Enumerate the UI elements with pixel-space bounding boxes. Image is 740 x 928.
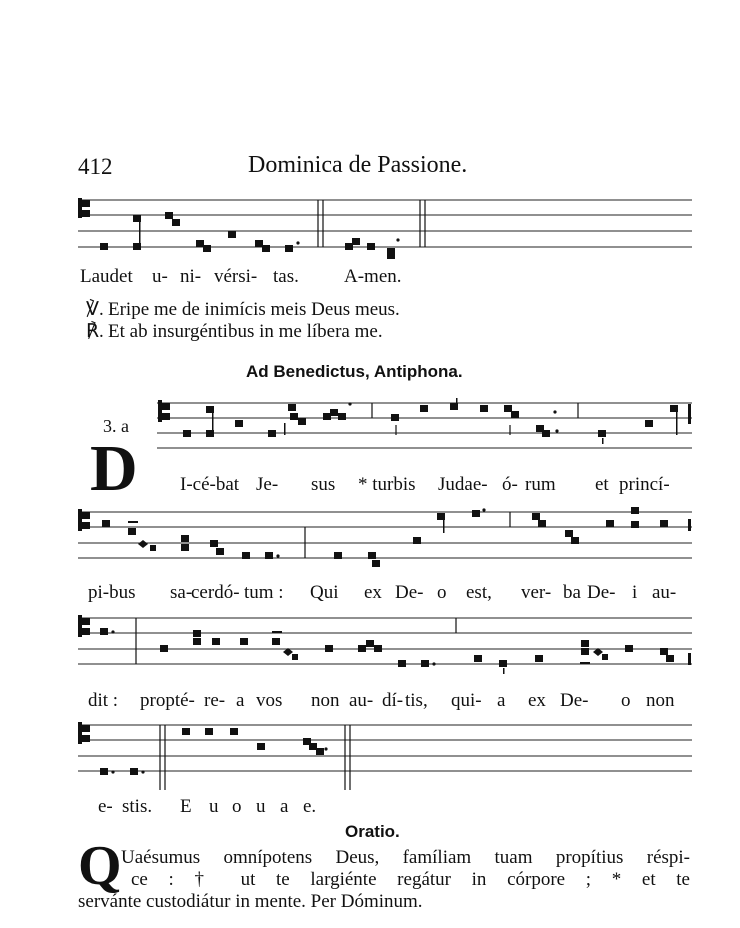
lyric-syllable: o — [621, 690, 631, 711]
antiphon-initial: D — [90, 432, 138, 505]
lyric-syllable: dí- — [382, 690, 404, 711]
lyric-syllable: princí- — [619, 474, 670, 495]
lyric-syllable: pi-bus — [88, 582, 136, 603]
lyric-syllable: u — [209, 796, 219, 817]
lyric-syllable: a — [236, 690, 245, 711]
lyric-syllable: A-men. — [344, 266, 402, 287]
lyric-syllable: o — [437, 582, 447, 603]
versicle-symbol: ℣. — [86, 299, 104, 320]
lyric-syllable: Je- — [256, 474, 279, 495]
lyric-syllable: u- — [152, 266, 168, 287]
c-clef-icon — [78, 615, 90, 637]
lyric-syllable: ni- — [180, 266, 202, 287]
lyric-syllable: o — [232, 796, 242, 817]
lyric-syllable: cerdó- — [191, 582, 240, 603]
lyric-syllable: Laudet — [80, 266, 133, 287]
lyric-syllable: vos — [256, 690, 283, 711]
lyric-syllable: re- — [204, 690, 226, 711]
antiphon-heading: Ad Benedictus, Antiphona. — [246, 362, 463, 381]
lyric-syllable: i — [632, 582, 638, 603]
oratio-heading: Oratio. — [345, 822, 400, 841]
oratio-line-3: servánte custodiátur in mente. Per Dóminum. — [78, 891, 423, 912]
lyric-syllable: u — [256, 796, 266, 817]
oratio-initial: Q — [78, 835, 122, 897]
lyric-syllable: rum — [525, 474, 556, 495]
page-number: 412 — [78, 154, 113, 179]
lyric-syllable: propté- — [140, 690, 195, 711]
lyric-syllable: non — [646, 690, 675, 711]
lyric-syllable: a — [497, 690, 506, 711]
lyric-syllable: est, — [466, 582, 492, 603]
lyric-syllable: Judae- — [438, 474, 488, 495]
lyric-syllable: ó- — [502, 474, 518, 495]
lyric-syllable: ba — [563, 582, 581, 603]
page-title: Dominica de Passione. — [248, 152, 468, 178]
lyric-syllable: qui- — [451, 690, 482, 711]
lyric-syllable: Qui — [310, 582, 339, 603]
oratio-line-1: Uaésumus omnípotens Deus, famíliam tuam propítius réspi- — [121, 847, 690, 868]
lyric-syllable: * turbis — [358, 474, 416, 495]
c-clef-icon — [78, 722, 90, 744]
lyric-syllable: et — [595, 474, 609, 495]
lyric-syllable: sa- — [170, 582, 193, 603]
lyric-syllable: De- — [395, 582, 424, 603]
c-clef-icon — [78, 509, 90, 531]
lyric-syllable: ex — [364, 582, 382, 603]
lyric-syllable: De- — [587, 582, 616, 603]
lyric-syllable: non — [311, 690, 340, 711]
lyric-syllable: ex — [528, 690, 546, 711]
lyric-syllable: sus — [311, 474, 336, 495]
oratio-line-2: ce : † ut te largiénte regátur in córpore ; * et te — [131, 869, 690, 890]
c-clef-icon — [158, 400, 170, 422]
lyric-syllable: I-cé-bat — [180, 474, 240, 495]
lyric-syllable: au- — [652, 582, 677, 603]
lyric-syllable: tum : — [244, 582, 284, 603]
c-clef-icon — [78, 198, 90, 218]
lyric-syllable: De- — [560, 690, 589, 711]
lyric-syllable: E — [180, 796, 192, 817]
response-text: Et ab insurgéntibus in me líbera me. — [108, 321, 383, 342]
versicle-line — [86, 298, 400, 321]
lyric-syllable: au- — [349, 690, 374, 711]
lyric-syllable: dit : — [88, 690, 119, 711]
lyric-syllable: tis, — [405, 690, 428, 711]
mode-label: 3. a — [103, 416, 129, 436]
lyric-syllable: e. — [303, 796, 317, 817]
lyric-syllable: e- — [98, 796, 113, 817]
lyric-syllable: stis. — [122, 796, 153, 817]
lyric-syllable: a — [280, 796, 289, 817]
response-symbol: ℟. — [86, 321, 104, 342]
lyric-syllable: tas. — [273, 266, 299, 287]
lyric-syllable: ver- — [521, 582, 552, 603]
versicle-text: Eripe me de inimícis meis Deus meus. — [108, 299, 400, 320]
response-line — [86, 320, 383, 343]
lyric-syllable: vérsi- — [214, 266, 258, 287]
